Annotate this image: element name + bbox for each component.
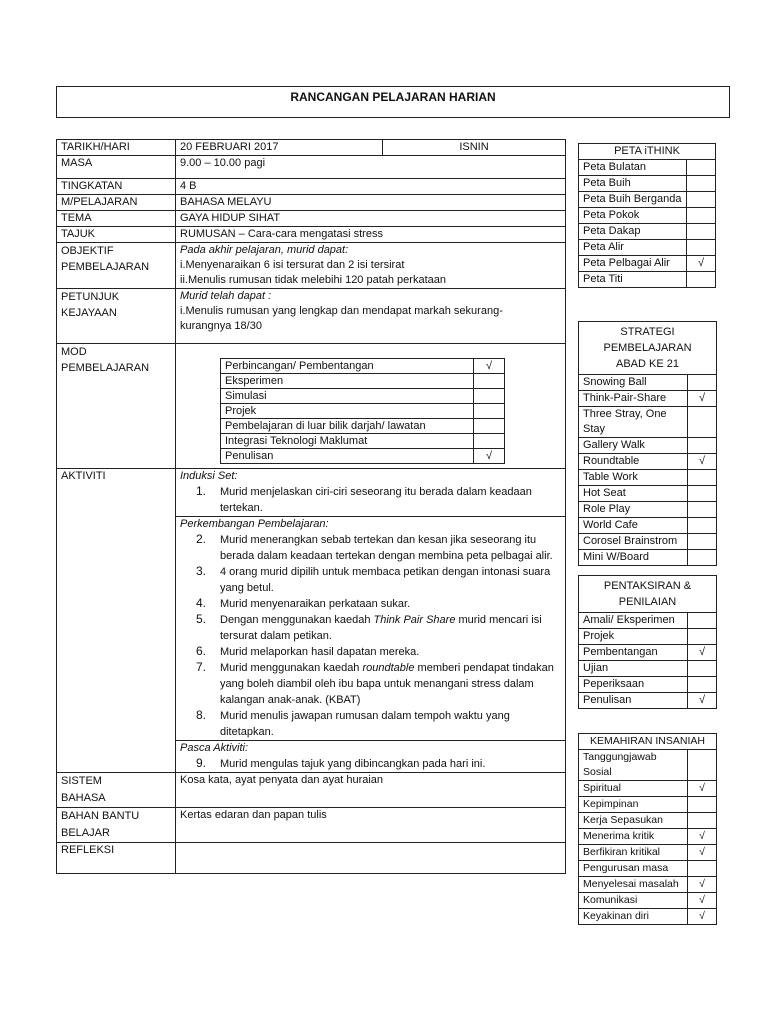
peta-row-label: Peta Bulatan <box>579 160 687 176</box>
tarikh-label: TARIKH/HARI <box>57 140 176 156</box>
peta-row <box>579 176 716 192</box>
strategi-row-check <box>688 470 717 486</box>
strategi-row <box>579 534 717 550</box>
activity-text-pre: Dengan menggunakan kaedah <box>220 614 374 626</box>
strategi-row <box>579 454 717 470</box>
peta-row <box>579 240 716 256</box>
kemahiran-row-check: √ <box>688 781 717 797</box>
activity-number: 2. <box>195 532 206 546</box>
kemahiran-row-label: Tanggungjawab Sosial <box>579 750 688 781</box>
pentaksiran-title: PENTAKSIRAN & PENILAIAN <box>579 576 717 613</box>
activity-item <box>180 708 561 740</box>
pentaksiran-row <box>579 613 717 629</box>
kemahiran-row-check <box>688 813 717 829</box>
row-tingkatan <box>57 179 566 195</box>
objektif-label-1: OBJEKTIF <box>61 245 114 257</box>
mod-row <box>221 374 505 389</box>
objektif-item-2: ii.Menulis rumusan tidak melebihi 120 patah perkataan <box>180 274 446 286</box>
mod-row-label: Integrasi Teknologi Maklumat <box>221 434 474 449</box>
kemahiran-row-check: √ <box>688 877 717 893</box>
activity-item <box>180 660 561 708</box>
refleksi-label: REFLEKSI <box>57 843 176 874</box>
strategi-row <box>579 375 717 391</box>
peta-row-label: Peta Pokok <box>579 208 687 224</box>
kemahiran-row-check <box>688 861 717 877</box>
pentaksiran-row <box>579 677 717 693</box>
activity-item <box>180 564 561 596</box>
kemahiran-row-label: Kerja Sepasukan <box>579 813 688 829</box>
objektif-content <box>176 243 566 289</box>
strategi-row-label: Table Work <box>579 470 688 486</box>
strategi-row-label: Role Play <box>579 502 688 518</box>
activity-text <box>220 612 561 644</box>
kemahiran-row <box>579 781 717 797</box>
pentaksiran-table <box>578 575 717 709</box>
strategi-row <box>579 486 717 502</box>
kemahiran-row-label: Menerima kritik <box>579 829 688 845</box>
pentaksiran-row-check <box>688 661 717 677</box>
activity-item <box>180 532 561 564</box>
bahan-label <box>57 808 176 843</box>
kemahiran-row <box>579 877 717 893</box>
mod-row-check <box>474 389 505 404</box>
kemahiran-row-check: √ <box>688 909 717 925</box>
tarikh-day: ISNIN <box>383 140 566 156</box>
peta-row-check <box>687 272 716 288</box>
induksi-title: Induksi Set: <box>180 470 238 482</box>
activity-text <box>220 660 561 708</box>
mod-row-label: Penulisan <box>221 449 474 464</box>
mod-row <box>221 419 505 434</box>
strategi-row-check <box>688 407 717 438</box>
strategi-table <box>578 321 717 566</box>
activity-item <box>180 644 561 660</box>
objektif-intro: Pada akhir pelajaran, murid dapat: <box>180 244 349 256</box>
pasca-title: Pasca Aktiviti: <box>180 742 249 754</box>
pentaksiran-row-label: Penulisan <box>579 693 688 709</box>
kemahiran-row-check <box>688 797 717 813</box>
activity-item <box>180 756 561 772</box>
pentaksiran-row-check <box>688 629 717 645</box>
tema-value: GAYA HIDUP SIHAT <box>176 211 566 227</box>
peta-row-check <box>687 192 716 208</box>
strategi-row <box>579 391 717 407</box>
mod-row-label: Eksperimen <box>221 374 474 389</box>
activity-number: 1. <box>195 484 206 498</box>
petunjuk-label-2: KEJAYAAN <box>61 307 117 319</box>
kemahiran-row <box>579 797 717 813</box>
pentaksiran-row <box>579 661 717 677</box>
activity-text-pre: Murid menggunakan kaedah <box>220 662 363 674</box>
peta-row-check: √ <box>687 256 716 272</box>
activity-text-emphasis: roundtable <box>362 662 415 674</box>
activity-number: 4. <box>195 596 206 610</box>
page-title-box <box>56 86 730 118</box>
strategi-row-label: Think-Pair-Share <box>579 391 688 407</box>
mod-checklist <box>220 358 505 464</box>
mod-row-label: Perbincangan/ Pembentangan <box>221 359 474 374</box>
mod-row-label: Simulasi <box>221 389 474 404</box>
kemahiran-row-label: Keyakinan diri <box>579 909 688 925</box>
peta-row-check <box>687 240 716 256</box>
mod-row-label: Pembelajaran di luar bilik darjah/ lawatan <box>221 419 474 434</box>
pentaksiran-row-label: Pembentangan <box>579 645 688 661</box>
strategi-row-label: Gallery Walk <box>579 438 688 454</box>
kemahiran-row-check: √ <box>688 893 717 909</box>
kemahiran-row-label: Spiritual <box>579 781 688 797</box>
lesson-plan-table <box>56 139 566 874</box>
strategi-row-label: World Cafe <box>579 518 688 534</box>
peta-row-label: Peta Pelbagai Alir <box>579 256 687 272</box>
strategi-row-check <box>688 550 717 566</box>
row-tema <box>57 211 566 227</box>
peta-row <box>579 256 716 272</box>
row-refleksi <box>57 843 566 874</box>
refleksi-value <box>176 843 566 874</box>
peta-row <box>579 224 716 240</box>
strategi-row-label: Mini W/Board <box>579 550 688 566</box>
peta-row-label: Peta Buih <box>579 176 687 192</box>
page-title: RANCANGAN PELAJARAN HARIAN <box>290 90 496 104</box>
strategi-row-label: Hot Seat <box>579 486 688 502</box>
activity-text: Murid menerangkan sebab tertekan dan kesan jika seseorang itu berada dalam keadaan tertekan dengan membina peta pelbagai alir. <box>220 534 553 562</box>
kemahiran-title: KEMAHIRAN INSANIAH <box>579 734 717 750</box>
kemahiran-row-label: Menyelesai masalah <box>579 877 688 893</box>
mod-row <box>221 404 505 419</box>
kemahiran-row-check: √ <box>688 829 717 845</box>
activity-text-post: murid mencari isi tersurat dalam petikan. <box>220 614 542 642</box>
tajuk-label: TAJUK <box>57 227 176 243</box>
objektif-item-1: i.Menyenaraikan 6 isi tersurat dan 2 isi tersirat <box>180 259 405 271</box>
mod-row <box>221 434 505 449</box>
kemahiran-row <box>579 829 717 845</box>
petunjuk-item: i.Menulis rumusan yang lengkap dan mendapat markah sekurang-kurangnya 18/30 <box>180 305 503 332</box>
activity-number: 8. <box>195 708 206 722</box>
perkembangan-section <box>176 517 566 741</box>
kemahiran-row-label: Berfikiran kritikal <box>579 845 688 861</box>
pentaksiran-row <box>579 693 717 709</box>
bahan-label-1: BAHAN BANTU <box>61 810 140 822</box>
activity-text: Murid menjelaskan ciri-ciri seseorang itu berada dalam keadaan tertekan. <box>220 486 532 514</box>
activity-item <box>180 596 561 612</box>
strategi-row-check: √ <box>688 454 717 470</box>
mod-row <box>221 389 505 404</box>
tingkatan-label: TINGKATAN <box>57 179 176 195</box>
sistem-label <box>57 773 176 808</box>
bahan-label-2: BELAJAR <box>61 827 110 839</box>
strategi-row-label: Roundtable <box>579 454 688 470</box>
mod-label-1: MOD <box>61 346 87 358</box>
mpelajaran-value: BAHASA MELAYU <box>176 195 566 211</box>
pentaksiran-row <box>579 645 717 661</box>
tema-label: TEMA <box>57 211 176 227</box>
activity-number: 6. <box>195 644 206 658</box>
pentaksiran-row <box>579 629 717 645</box>
pentaksiran-row-check: √ <box>688 693 717 709</box>
pentaksiran-row-check: √ <box>688 645 717 661</box>
perkembangan-title: Perkembangan Pembelajaran: <box>180 518 329 530</box>
objektif-label-2: PEMBELAJARAN <box>61 261 150 273</box>
activity-text: Murid menyenaraikan perkataan sukar. <box>220 598 411 610</box>
activity-text-emphasis: Think Pair Share <box>373 614 456 626</box>
sistem-label-2: BAHASA <box>61 792 106 804</box>
petunjuk-label-1: PETUNJUK <box>61 291 120 303</box>
activity-text-post: memberi pendapat tindakan yang boleh diambil oleh ibu bapa untuk menangani stress dalam kalangan anak-anak. (KBAT) <box>220 662 554 706</box>
mod-label <box>57 344 176 469</box>
induksi-section <box>176 469 566 517</box>
aktiviti-label: AKTIVITI <box>57 469 176 773</box>
strategi-row <box>579 518 717 534</box>
row-aktiviti-induksi <box>57 469 566 517</box>
mod-row-check: √ <box>474 449 505 464</box>
strategi-row <box>579 502 717 518</box>
mpelajaran-label: M/PELAJARAN <box>57 195 176 211</box>
activity-number: 5. <box>195 612 206 626</box>
peta-title: PETA iTHINK <box>579 144 716 160</box>
row-petunjuk <box>57 289 566 344</box>
kemahiran-row <box>579 893 717 909</box>
mod-label-2: PEMBELAJARAN <box>61 362 150 374</box>
activity-item <box>180 612 561 644</box>
activity-text: Murid menulis jawapan rumusan dalam tempoh waktu yang ditetapkan. <box>220 710 510 738</box>
strategi-row <box>579 407 717 438</box>
pentaksiran-row-check <box>688 677 717 693</box>
kemahiran-row <box>579 909 717 925</box>
pentaksiran-row-check <box>688 613 717 629</box>
peta-row-label: Peta Dakap <box>579 224 687 240</box>
row-objektif <box>57 243 566 289</box>
kemahiran-row-check <box>688 750 717 781</box>
strategi-row-label: Three Stray, One Stay <box>579 407 688 438</box>
peta-row-check <box>687 208 716 224</box>
strategi-row-check <box>688 438 717 454</box>
activity-number: 3. <box>195 564 206 578</box>
pentaksiran-row-label: Peperiksaan <box>579 677 688 693</box>
mod-row <box>221 359 505 374</box>
activity-text: Murid mengulas tajuk yang dibincangkan pada hari ini. <box>220 758 486 770</box>
pentaksiran-row-label: Projek <box>579 629 688 645</box>
row-mpelajaran <box>57 195 566 211</box>
peta-row-label: Peta Buih Berganda <box>579 192 687 208</box>
strategi-row-check <box>688 534 717 550</box>
activity-text: 4 orang murid dipilih untuk membaca petikan dengan intonasi suara yang betul. <box>220 566 551 594</box>
row-masa <box>57 156 566 179</box>
row-tarikh <box>57 140 566 156</box>
kemahiran-row <box>579 861 717 877</box>
strategi-row-check <box>688 486 717 502</box>
row-tajuk <box>57 227 566 243</box>
peta-row-check <box>687 224 716 240</box>
mod-row-check: √ <box>474 359 505 374</box>
pasca-section <box>176 741 566 773</box>
strategi-row-check <box>688 518 717 534</box>
activity-number: 9. <box>195 756 206 770</box>
mod-row-check <box>474 434 505 449</box>
peta-row-check <box>687 160 716 176</box>
tarikh-date: 20 FEBRUARI 2017 <box>176 140 383 156</box>
peta-ithink-table <box>578 143 716 288</box>
activity-number: 7. <box>195 660 206 674</box>
bahan-value: Kertas edaran dan papan tulis <box>176 808 566 843</box>
kemahiran-row <box>579 750 717 781</box>
sistem-value: Kosa kata, ayat penyata dan ayat huraian <box>176 773 566 808</box>
strategi-row <box>579 438 717 454</box>
tajuk-value: RUMUSAN – Cara-cara mengatasi stress <box>176 227 566 243</box>
activity-item <box>180 484 561 516</box>
peta-row <box>579 208 716 224</box>
pentaksiran-row-label: Ujian <box>579 661 688 677</box>
kemahiran-row-check: √ <box>688 845 717 861</box>
objektif-label <box>57 243 176 289</box>
strategi-row-label: Snowing Ball <box>579 375 688 391</box>
mod-row-label: Projek <box>221 404 474 419</box>
mod-content <box>176 344 566 469</box>
kemahiran-row-label: Komunikasi <box>579 893 688 909</box>
row-mod <box>57 344 566 469</box>
row-sistem <box>57 773 566 808</box>
peta-row <box>579 272 716 288</box>
peta-row-check <box>687 176 716 192</box>
masa-value: 9.00 – 10.00 pagi <box>176 156 566 179</box>
strategi-row-check <box>688 375 717 391</box>
pentaksiran-row-label: Amali/ Eksperimen <box>579 613 688 629</box>
mod-row-check <box>474 419 505 434</box>
peta-row <box>579 160 716 176</box>
row-bahan <box>57 808 566 843</box>
strategi-row <box>579 550 717 566</box>
tingkatan-value: 4 B <box>176 179 566 195</box>
sistem-label-1: SISTEM <box>61 775 102 787</box>
strategi-row-label: Corosel Brainstrom <box>579 534 688 550</box>
strategi-row <box>579 470 717 486</box>
mod-row <box>221 449 505 464</box>
strategi-row-check: √ <box>688 391 717 407</box>
peta-row-label: Peta Alir <box>579 240 687 256</box>
petunjuk-intro: Murid telah dapat : <box>180 290 272 302</box>
kemahiran-row <box>579 813 717 829</box>
kemahiran-row-label: Pengurusan masa <box>579 861 688 877</box>
mod-row-check <box>474 374 505 389</box>
kemahiran-row <box>579 845 717 861</box>
kemahiran-row-label: Kepimpinan <box>579 797 688 813</box>
petunjuk-label <box>57 289 176 344</box>
strategi-title: STRATEGI PEMBELAJARAN ABAD KE 21 <box>579 322 717 375</box>
masa-label: MASA <box>57 156 176 179</box>
mod-row-check <box>474 404 505 419</box>
peta-row <box>579 192 716 208</box>
kemahiran-table <box>578 733 717 925</box>
petunjuk-content <box>176 289 566 344</box>
peta-row-label: Peta Titi <box>579 272 687 288</box>
activity-text: Murid melaporkan hasil dapatan mereka. <box>220 646 420 658</box>
strategi-row-check <box>688 502 717 518</box>
